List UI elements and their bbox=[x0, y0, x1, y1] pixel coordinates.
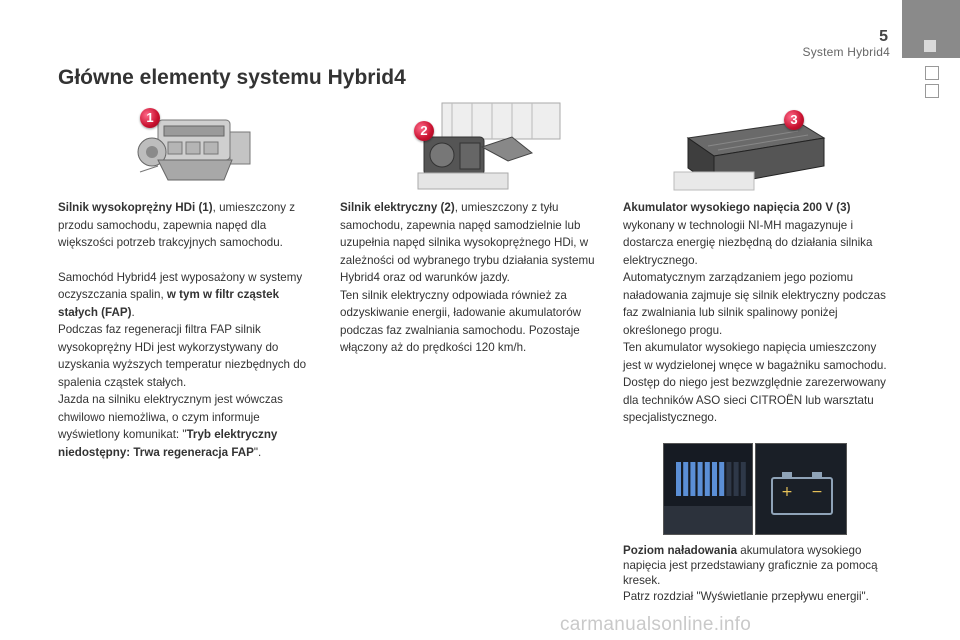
chapter-tab-active[interactable] bbox=[902, 0, 960, 58]
charge-bar bbox=[741, 462, 746, 496]
battery-management-text: Automatycznym zarządzaniem jego poziomu naładowania zajmuje się silnik elektryczny podczas faz zwalniania lub silnik spalinowy poniżej określonego progu. bbox=[623, 271, 886, 337]
chapter-tab-box-1[interactable] bbox=[925, 66, 939, 80]
column-electric-motor bbox=[340, 199, 604, 357]
charge-bar bbox=[683, 462, 688, 496]
fap-paragraph bbox=[58, 269, 320, 322]
badge-2: 2 bbox=[414, 121, 434, 141]
fap-message-intro: Jazda na silniku elektrycznym jest wówczas chwilowo niemożliwa, o czym informuje wyświetlony komunikat: " bbox=[58, 393, 283, 441]
section-title: System Hybrid4 bbox=[802, 45, 890, 59]
battery-location-text: Ten akumulator wysokiego napięcia umieszczony jest w wydzielonej wnęce w bagażniku samochodu. Dostęp do niego jest bezwzględnie zarezerwowany dla techników ASO sieci CITROËN lub warsztatu specjalistycznego. bbox=[623, 341, 887, 424]
motor-heading: Silnik elektryczny (2) bbox=[340, 201, 455, 214]
column-diesel-engine bbox=[58, 199, 320, 461]
see-chapter-text: Patrz rozdział "Wyświetlanie przepływu energii". bbox=[623, 590, 869, 603]
badge-3: 3 bbox=[784, 110, 804, 130]
motor-drawing bbox=[412, 97, 562, 194]
charge-bar bbox=[734, 462, 739, 496]
battery-illustration bbox=[668, 108, 838, 194]
electric-motor-illustration bbox=[412, 97, 562, 194]
battery-symbol bbox=[756, 444, 846, 534]
charge-level-display-left bbox=[663, 443, 753, 535]
charge-bar bbox=[719, 462, 724, 496]
charge-level-description: akumulatora wysokiego napięcia jest przedstawiany graficznie za pomocą kresek. bbox=[623, 544, 878, 587]
fap-message-end: ". bbox=[253, 445, 262, 459]
diesel-engine-illustration bbox=[128, 102, 258, 190]
charge-bar bbox=[676, 462, 681, 496]
fap-dot: . bbox=[131, 305, 135, 319]
minus-sign: − bbox=[811, 484, 823, 500]
motor-regeneration-text: Ten silnik elektryczny odpowiada również za odzyskiwanie energii, ładowanie akumulatorów podczas faz zwalniania samochodu. Pozostaje włączony aż do prędkości 120 km/h. bbox=[340, 288, 582, 354]
fap-message: Tryb elektryczny niedostępny: Trwa regeneracja FAP bbox=[58, 428, 278, 459]
charge-level-heading: Poziom naładowania bbox=[623, 544, 738, 557]
fap-intro: Samochód Hybrid4 jest wyposażony w systemy oczyszczania spalin, bbox=[58, 270, 303, 301]
diesel-paragraph bbox=[58, 199, 320, 252]
charge-bar bbox=[712, 462, 717, 496]
battery-text: wykonany w technologii NI-MH magazynuje i dostarcza energię niezbędną do działania silnika elektrycznego. bbox=[623, 218, 873, 267]
battery-heading-text: Akumulator wysokiego napięcia 200 V (3) bbox=[623, 201, 851, 214]
battery-heading bbox=[623, 199, 893, 217]
fap-message-paragraph bbox=[58, 391, 320, 461]
charge-level-paragraph bbox=[623, 543, 893, 588]
battery-drawing bbox=[668, 108, 838, 194]
charge-bar bbox=[705, 462, 710, 496]
charge-bar bbox=[698, 462, 703, 496]
page-number: 5 bbox=[879, 28, 888, 45]
fap-heading: w tym w filtr cząstek stałych (FAP) bbox=[58, 288, 280, 319]
diesel-text: , umieszczony z przodu samochodu, zapewnia napęd dla większości potrzeb trakcyjnych samochodu. bbox=[58, 201, 296, 249]
fap-regeneration-text: Podczas faz regeneracji filtra FAP silnik wysokoprężny HDi jest wykorzystywany do uzyskania wyższych temperatur niezbędnych do spalenia cząstek stałych. bbox=[58, 323, 307, 389]
charge-bar bbox=[726, 462, 731, 496]
charge-level-text bbox=[623, 543, 893, 606]
charge-level-display-right bbox=[755, 443, 847, 535]
charge-level-gauge-left bbox=[664, 444, 752, 534]
motor-paragraph bbox=[340, 199, 604, 287]
column-battery bbox=[623, 199, 893, 427]
motor-text: , umieszczony z tyłu samochodu, zapewnia napęd samodzielnie lub uzupełnia napęd silnika wysokoprężnego HDi, w zależności od wybranego trybu działania systemu Hybrid4 oraz od warunków jazdy. bbox=[340, 201, 595, 284]
badge-1: 1 bbox=[140, 108, 160, 128]
plus-sign: + bbox=[781, 484, 793, 500]
chapter-tab-marker bbox=[924, 40, 936, 52]
watermark: carmanualsonline.info bbox=[560, 614, 752, 635]
chapter-tab-box-2[interactable] bbox=[925, 84, 939, 98]
diesel-heading: Silnik wysokoprężny HDi (1) bbox=[58, 201, 213, 214]
charge-bar bbox=[690, 462, 695, 496]
page-title: Główne elementy systemu Hybrid4 bbox=[58, 66, 406, 89]
